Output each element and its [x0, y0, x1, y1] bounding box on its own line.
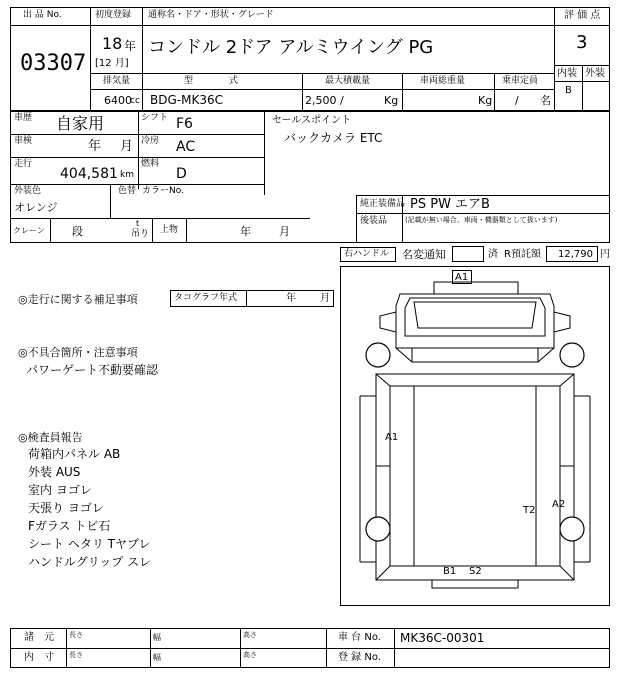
- vehicle-name: コンドル 2ドア アルミウイング PG: [148, 37, 434, 58]
- crane-label: クレーン: [13, 226, 45, 235]
- chassis-no: MK36C-00301: [400, 631, 485, 645]
- shift-label: シフト: [141, 113, 169, 123]
- gross-weight-label: 車両総重量: [420, 76, 466, 86]
- yen-unit: 円: [600, 249, 610, 260]
- std-equip-value: PS PW エアB: [410, 197, 490, 212]
- inspection-year: 年: [88, 139, 102, 154]
- deck-month: 月: [279, 225, 290, 238]
- ac-value: AC: [176, 139, 196, 155]
- damage-mark-s2: S2: [469, 566, 482, 577]
- max-load: 2,500 /: [305, 94, 344, 107]
- score-label: 評 価 点: [564, 10, 601, 21]
- inspection-month: 月: [120, 139, 134, 154]
- inspection-label: 車検: [14, 136, 33, 146]
- name-change-box: [452, 246, 484, 262]
- displacement-value: 6400: [104, 94, 132, 107]
- length-label-1: 長さ: [69, 631, 83, 639]
- kg-unit-1: Kg: [384, 94, 399, 107]
- capacity-value: /: [515, 94, 519, 107]
- max-load-label: 最大積載量: [325, 76, 371, 86]
- sales-point-value: バックカメラ ETC: [284, 131, 383, 145]
- kg-unit-2: Kg: [478, 94, 493, 107]
- reg-label: 登 録 No.: [338, 652, 381, 663]
- tacho-month: 月: [320, 293, 330, 304]
- damage-mark-a2-right: A2: [552, 499, 566, 510]
- inner-dims-row-label: 内 寸: [24, 652, 54, 663]
- driving-notes-label: ◎走行に関する補足事項: [18, 293, 138, 306]
- color-code-label: カラーNo.: [142, 186, 184, 196]
- ext-color-value: オレンジ: [14, 201, 58, 214]
- report-line: シート ヘタリ Tヤブレ: [28, 537, 151, 551]
- report-line: Fガラス トビ石: [28, 519, 111, 533]
- deck-year: 年: [240, 225, 251, 238]
- width-label-2: 幅: [153, 653, 161, 662]
- first-reg-label: 初度登録: [95, 10, 132, 20]
- tacho-year: 年: [286, 293, 296, 304]
- capacity-unit: 名: [540, 94, 551, 107]
- history-label: 車歴: [14, 113, 33, 123]
- height-label-2: 高さ: [243, 651, 257, 659]
- defects-label: ◎不具合箇所・注意事項: [18, 346, 138, 359]
- exterior-label: 外装: [585, 68, 605, 79]
- capacity-label: 乗車定員: [502, 76, 539, 86]
- specs-row-label: 諸 元: [24, 632, 54, 643]
- first-reg-year: 18: [102, 34, 123, 53]
- crane-ton: t: [136, 219, 140, 228]
- sales-point-label: セールスポイント: [272, 115, 352, 126]
- std-equip-label: 純正装備品: [360, 199, 406, 209]
- height-label-1: 高さ: [243, 631, 257, 639]
- model-label: 型 式: [184, 76, 239, 86]
- history-value: 自家用: [56, 114, 105, 133]
- defects-value: パワーゲート不動要確認: [26, 363, 159, 377]
- damage-mark-a1-top: A1: [455, 272, 469, 283]
- interior-label: 内装: [557, 68, 577, 79]
- model-desc-label: 通称名・ドア・形状・グレード: [148, 10, 274, 20]
- rhd-label: 右ハンドル: [344, 249, 390, 259]
- length-label-2: 長さ: [69, 651, 83, 659]
- score-value: 3: [576, 32, 588, 53]
- recycle-done: 済: [488, 249, 498, 260]
- year-unit: 年: [124, 39, 137, 53]
- report-line: ハンドルグリップ スレ: [28, 555, 152, 569]
- damage-mark-b1: B1: [443, 566, 457, 577]
- report-line: 天張り ヨゴレ: [28, 501, 104, 515]
- interior-grade: B: [565, 85, 572, 96]
- report-line: 外装 AUS: [28, 465, 81, 479]
- mileage-value: 404,581: [60, 166, 118, 182]
- displacement-unit: cc: [130, 96, 140, 106]
- model-code: BDG-MK36C: [150, 93, 223, 107]
- deck-label: 上物: [160, 225, 179, 235]
- crane-lift: 吊り: [131, 229, 150, 239]
- recycle-fee-value: 12,790: [558, 249, 593, 260]
- report-line: 室内 ヨゴレ: [28, 483, 92, 497]
- chassis-label: 車 台 No.: [338, 632, 381, 643]
- displacement-label: 排気量: [103, 76, 131, 86]
- lot-label: 出 品 No.: [23, 10, 62, 20]
- aftermarket-note: (記載が無い場合、車両・機器類として扱います): [405, 216, 558, 224]
- ac-label: 冷房: [141, 136, 160, 146]
- damage-mark-a1-left: A1: [385, 432, 399, 443]
- color-no-label: 色替: [118, 186, 137, 196]
- damage-mark-t2: T2: [523, 505, 536, 516]
- fuel-label: 燃料: [141, 159, 160, 169]
- lot-number: 03307: [20, 51, 87, 76]
- aftermarket-label: 後装品: [360, 216, 388, 226]
- ext-color-label: 外装色: [14, 186, 42, 196]
- first-reg-month: [12 月]: [95, 58, 129, 69]
- recycle-fee-label: R預託額: [504, 249, 541, 260]
- mileage-label: 走行: [14, 159, 33, 169]
- name-change-label: 名変通知: [402, 248, 446, 261]
- inspector-label: ◎検査員報告: [18, 431, 83, 444]
- tacho-label: タコグラフ年式: [174, 293, 238, 303]
- crane-steps: 段: [72, 225, 83, 238]
- mileage-unit: km: [120, 170, 134, 180]
- report-line: 荷箱内パネル AB: [28, 447, 121, 461]
- width-label-1: 幅: [153, 633, 161, 642]
- truck-diagram: [340, 266, 610, 606]
- shift-value: F6: [176, 116, 193, 132]
- fuel-value: D: [176, 166, 187, 182]
